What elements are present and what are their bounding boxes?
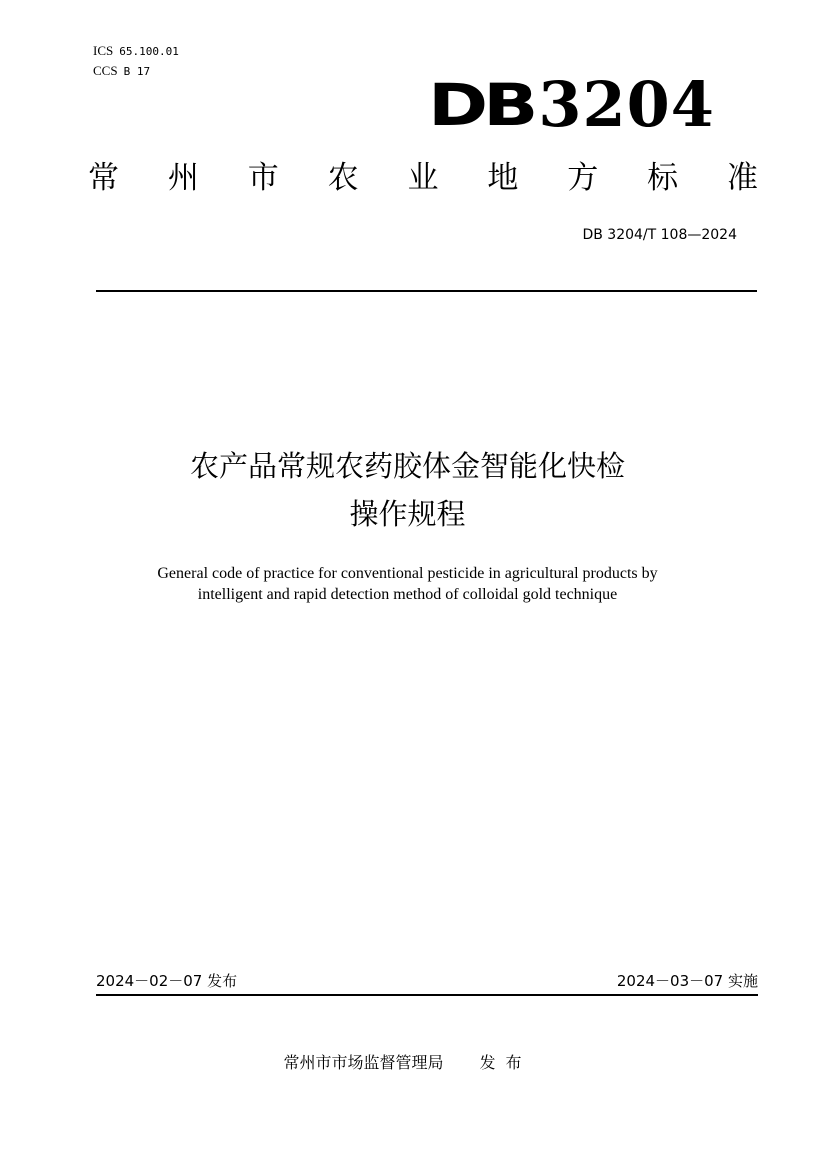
english-title-line-2: intelligent and rapid detection method of colloidal gold technique — [197, 586, 618, 603]
bottom-divider — [96, 994, 758, 996]
db-logo-number: 3204 — [538, 68, 715, 141]
ics-value: 65.100.01 — [119, 45, 179, 58]
ccs-line — [93, 60, 179, 80]
db-logo — [428, 68, 715, 141]
standard-type-char: 方 — [567, 160, 599, 196]
ics-label: ICS — [93, 43, 114, 58]
publish-date: 2024－02－07 发布 — [96, 972, 238, 990]
ccs-label: CCS — [93, 63, 118, 78]
issuer-organization: 常州市市场监督管理局 — [283, 1053, 444, 1072]
ccs-value: B 17 — [123, 65, 151, 78]
standard-code: DB 3204/T 108—2024 — [582, 227, 737, 243]
issuer-line — [0, 1052, 815, 1074]
document-title-line-1: 农产品常规农药胶体金智能化快检 — [189, 449, 625, 483]
db-logo-letters: DB — [428, 71, 534, 139]
standard-type-char: 准 — [727, 160, 758, 196]
standard-type-char: 标 — [647, 160, 679, 196]
standard-type-heading — [88, 158, 758, 198]
implement-date: 2024－03－07 实施 — [616, 972, 758, 990]
classification-block — [93, 40, 179, 80]
standard-type-char: 常 — [88, 160, 119, 196]
top-divider — [96, 290, 757, 292]
standard-type-char: 地 — [487, 160, 519, 196]
english-title-line-1: General code of practice for conventional pesticide in agricultural products by — [157, 565, 658, 582]
standard-type-char: 业 — [407, 160, 439, 196]
issuer-action: 发布 — [479, 1053, 532, 1072]
ics-line — [93, 40, 179, 60]
standard-type-char: 州 — [167, 160, 199, 196]
standard-type-char: 农 — [327, 160, 359, 196]
document-title-line-2: 操作规程 — [349, 497, 466, 531]
standard-type-char: 市 — [247, 160, 279, 196]
